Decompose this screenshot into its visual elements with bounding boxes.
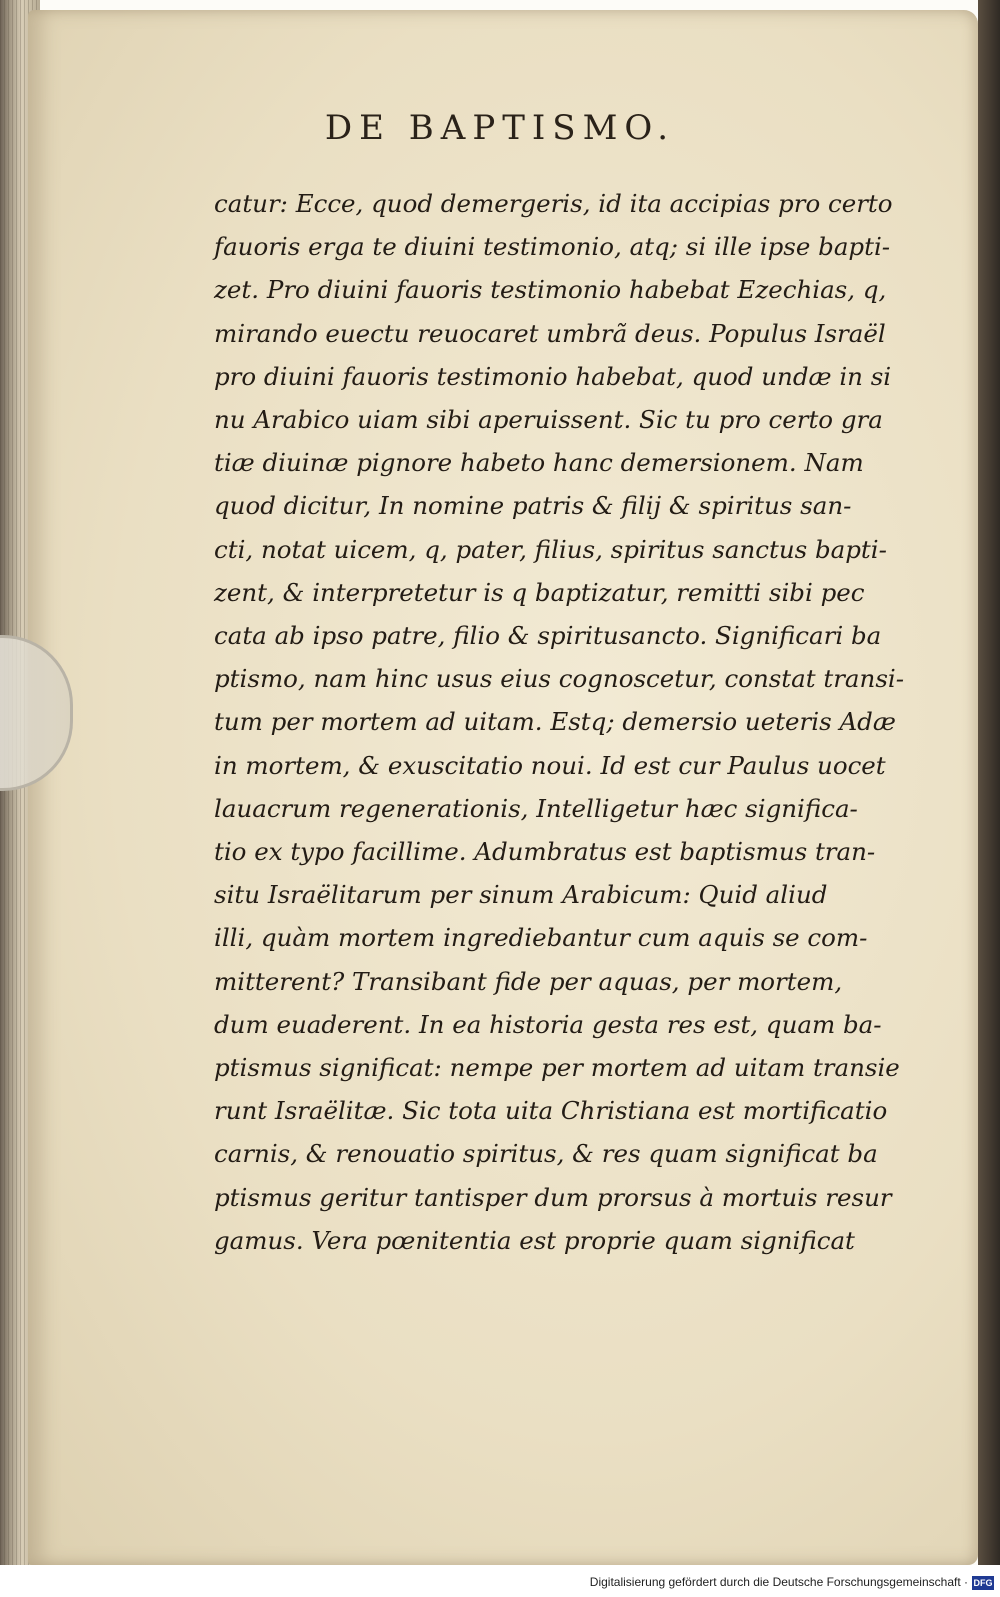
text-line: in mortem, & exuscitatio noui. Id est cur Paulus uocet <box>214 750 886 780</box>
running-head: DE BAPTISMO. <box>324 108 676 148</box>
text-line: quod dicitur, In nomine patris & filij & spiritus san- <box>214 491 852 521</box>
text-line: tum per mortem ad uitam. Estq; demersio ueteris Adæ <box>214 707 896 737</box>
funding-notice: Digitalisierung gefördert durch die Deutsche Forschungsgemeinschaft · <box>589 1575 968 1589</box>
text-line: cata ab ipso patre, filio & spiritusancto. Significari ba <box>214 621 882 651</box>
text-line: ptismus significat: nempe per mortem ad uitam transie <box>214 1053 900 1083</box>
text-line: tiæ diuinæ pignore habeto hanc demersionem. Nam <box>214 448 864 478</box>
text-line: pro diuini fauoris testimonio habebat, quod undæ in si <box>214 361 892 391</box>
text-line: catur: Ecce, quod demergeris, id ita accipias pro certo <box>214 189 893 218</box>
dfg-logo: DFG <box>973 1578 993 1588</box>
text-line: tio ex typo facillime. Adumbratus est baptismus tran- <box>214 837 876 867</box>
text-line: situ Israëlitarum per sinum Arabicum: Quid aliud <box>214 880 828 910</box>
text-line: zet. Pro diuini fauoris testimonio habebat Ezechias, q, <box>214 275 887 305</box>
text-line: cti, notat uicem, q, pater, filius, spiritus sanctus bapti- <box>214 534 887 564</box>
text-line: zent, & interpretetur is q baptizatur, remitti sibi pec <box>214 577 865 607</box>
text-line: carnis, & renouatio spiritus, & res quam significat ba <box>214 1139 878 1169</box>
binding-edge <box>978 0 1000 1597</box>
text-line: nu Arabico uiam sibi aperuissent. Sic tu pro certo gra <box>214 405 883 435</box>
text-line: illi, quàm mortem ingrediebantur cum aquis se com- <box>214 923 868 953</box>
text-line: gamus. Vera pœnitentia est proprie quam significat <box>214 1225 855 1255</box>
text-line: ptismus geritur tantisper dum prorsus à mortuis resur <box>214 1182 892 1212</box>
text-line: fauoris erga te diuini testimonio, atq; si ille ipse bapti- <box>214 232 891 262</box>
text-line: ptismo, nam hinc usus eius cognoscetur, constat transi- <box>214 664 905 694</box>
text-line: lauacrum regenerationis, Intelligetur hæc significa- <box>214 793 858 823</box>
body-text <box>214 182 904 1262</box>
text-line: runt Israëlitæ. Sic tota uita Christiana est mortificatio <box>214 1096 888 1126</box>
text-line: mitterent? Transibant fide per aquas, per mortem, <box>214 966 843 996</box>
text-line: mirando euectu reuocaret umbrã deus. Populus Israël <box>214 318 886 348</box>
text-line: dum euaderent. In ea historia gesta res est, quam ba- <box>214 1009 882 1039</box>
